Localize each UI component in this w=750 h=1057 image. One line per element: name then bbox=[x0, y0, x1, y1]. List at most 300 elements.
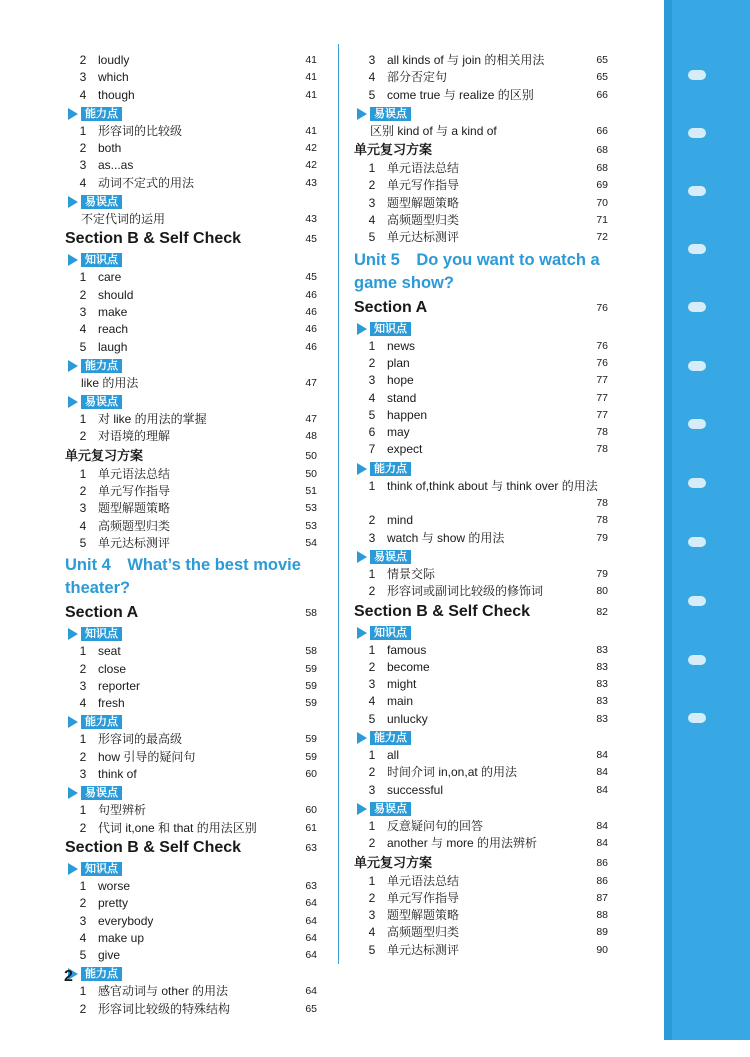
entry-page: 64 bbox=[305, 897, 317, 910]
review-page: 68 bbox=[596, 144, 608, 157]
entry-page: 84 bbox=[596, 837, 608, 850]
toc-entry[interactable] bbox=[65, 287, 317, 304]
play-triangle-icon bbox=[357, 108, 367, 120]
section-title: Section A bbox=[65, 604, 139, 622]
category-label: 易误点 bbox=[81, 195, 122, 209]
section-page: 45 bbox=[305, 233, 317, 246]
entry-title: should bbox=[98, 287, 134, 302]
category-label: 易误点 bbox=[370, 107, 411, 121]
entry-page: 60 bbox=[305, 768, 317, 781]
category-tag bbox=[354, 624, 608, 642]
toc-entry[interactable] bbox=[65, 411, 317, 428]
entry-page: 46 bbox=[305, 305, 317, 318]
binder-ring-icon bbox=[688, 361, 706, 371]
toc-entry[interactable] bbox=[354, 512, 608, 529]
toc-entry[interactable] bbox=[65, 140, 317, 157]
entry-title: 对 like 的用法的掌握 bbox=[98, 412, 207, 427]
toc-entry[interactable] bbox=[354, 195, 608, 212]
binder-ring-icon bbox=[688, 655, 706, 665]
entry-title: may bbox=[387, 425, 410, 440]
entry-number: 1 bbox=[79, 412, 87, 427]
play-triangle-icon bbox=[68, 254, 78, 266]
entry-page: 64 bbox=[305, 985, 317, 998]
review-title: 单元复习方案 bbox=[354, 142, 433, 158]
entry-number: 1 bbox=[79, 803, 87, 818]
entry-title: seat bbox=[98, 644, 121, 659]
entry-number: 2 bbox=[79, 53, 87, 67]
toc-entry[interactable] bbox=[65, 157, 317, 174]
entry-number: 5 bbox=[368, 407, 376, 422]
entry-page: 59 bbox=[305, 697, 317, 710]
toc-left-column bbox=[65, 52, 317, 1018]
toc-entry[interactable] bbox=[354, 583, 608, 600]
section-heading[interactable] bbox=[65, 228, 317, 250]
entry-number: 1 bbox=[368, 161, 376, 176]
entry-page: 48 bbox=[305, 430, 317, 443]
entry-page: 83 bbox=[596, 660, 608, 673]
entry-number: 4 bbox=[368, 70, 376, 85]
toc-entry[interactable] bbox=[354, 818, 608, 835]
entry-title: 单元语法总结 bbox=[387, 873, 460, 888]
category-tag bbox=[65, 357, 317, 375]
entry-number: 4 bbox=[79, 322, 87, 337]
section-page: 82 bbox=[596, 605, 608, 618]
toc-entry[interactable] bbox=[65, 643, 317, 660]
entry-title: unlucky bbox=[387, 711, 428, 726]
entry-title: make bbox=[98, 304, 128, 319]
entry-number: 5 bbox=[79, 339, 87, 354]
entry-page: 78 bbox=[596, 514, 608, 527]
entry-page: 46 bbox=[305, 323, 317, 336]
entry-page: 84 bbox=[596, 749, 608, 762]
binder-ring-icon bbox=[688, 596, 706, 606]
toc-entry[interactable] bbox=[65, 913, 317, 930]
entry-number: 2 bbox=[368, 178, 376, 193]
entry-page: 41 bbox=[305, 124, 317, 137]
category-label: 能力点 bbox=[81, 107, 122, 121]
entry-title: 感官动词与 other 的用法 bbox=[98, 984, 229, 999]
toc-entry[interactable] bbox=[65, 749, 317, 766]
entry-page: 86 bbox=[596, 874, 608, 887]
entry-number: 5 bbox=[368, 942, 376, 957]
entry-number: 2 bbox=[79, 141, 87, 156]
review-heading[interactable] bbox=[354, 140, 608, 160]
entry-number: 1 bbox=[79, 123, 87, 138]
entry-title: might bbox=[387, 677, 417, 692]
entry-number: 3 bbox=[368, 782, 376, 797]
entry-title: 动词不定式的用法 bbox=[98, 175, 195, 190]
section-heading[interactable] bbox=[354, 601, 608, 623]
review-heading[interactable] bbox=[65, 446, 317, 466]
toc-entry[interactable] bbox=[65, 339, 317, 356]
play-triangle-icon bbox=[357, 323, 367, 335]
entry-page: 42 bbox=[305, 159, 317, 172]
entry-page: 78 bbox=[596, 443, 608, 456]
category-label: 知识点 bbox=[81, 627, 122, 641]
entry-page: 83 bbox=[596, 678, 608, 691]
toc-entry[interactable] bbox=[65, 947, 317, 964]
toc-entry[interactable] bbox=[65, 695, 317, 712]
entry-number: 2 bbox=[368, 836, 376, 851]
toc-entry[interactable] bbox=[65, 731, 317, 748]
entry-title: become bbox=[387, 659, 430, 674]
entry-number: 2 bbox=[79, 287, 87, 302]
toc-entry[interactable] bbox=[354, 711, 608, 728]
entry-number: 2 bbox=[368, 355, 376, 370]
toc-entry[interactable] bbox=[354, 441, 608, 458]
toc-entry[interactable] bbox=[65, 375, 317, 392]
entry-page: 47 bbox=[305, 376, 317, 389]
entry-page: 46 bbox=[305, 288, 317, 301]
entry-title: 单元达标测评 bbox=[387, 230, 460, 245]
toc-entry[interactable] bbox=[65, 52, 317, 69]
toc-entry[interactable] bbox=[354, 424, 608, 441]
entry-title: 高频题型归类 bbox=[387, 213, 460, 228]
entry-title: pretty bbox=[98, 896, 129, 911]
page-number: 2 bbox=[64, 968, 73, 985]
play-triangle-icon bbox=[68, 196, 78, 208]
entry-page: 76 bbox=[596, 339, 608, 352]
category-label: 知识点 bbox=[370, 626, 411, 640]
entry-title: watch 与 show 的用法 bbox=[387, 530, 505, 545]
toc-entry[interactable] bbox=[354, 659, 608, 676]
entry-title: 单元写作指导 bbox=[387, 890, 460, 905]
binder-ring-icon bbox=[688, 713, 706, 723]
entry-title: 单元语法总结 bbox=[387, 161, 460, 176]
toc-entry[interactable] bbox=[65, 661, 317, 678]
entry-number: 3 bbox=[368, 195, 376, 210]
review-title: 单元复习方案 bbox=[354, 854, 433, 870]
section-heading[interactable] bbox=[354, 297, 608, 319]
play-triangle-icon bbox=[357, 551, 367, 563]
column-divider bbox=[338, 44, 339, 964]
entry-title: 题型解题策略 bbox=[98, 501, 171, 516]
entry-title: 形容词的比较级 bbox=[98, 123, 183, 138]
entry-title: reach bbox=[98, 322, 129, 337]
section-page: 58 bbox=[305, 607, 317, 620]
entry-page: 84 bbox=[596, 766, 608, 779]
section-heading[interactable] bbox=[65, 837, 317, 859]
entry-number: 1 bbox=[368, 566, 376, 581]
toc-entry[interactable] bbox=[354, 338, 608, 355]
entry-number: 2 bbox=[368, 659, 376, 674]
entry-number: 1 bbox=[79, 984, 87, 999]
entry-title: happen bbox=[387, 407, 428, 422]
entry-page: 66 bbox=[596, 88, 608, 101]
entry-number: 3 bbox=[368, 53, 376, 67]
entry-page: 78 bbox=[596, 497, 608, 510]
entry-title: expect bbox=[387, 442, 423, 457]
entry-page: 83 bbox=[596, 695, 608, 708]
entry-number: 1 bbox=[368, 478, 376, 493]
entry-number: 1 bbox=[368, 873, 376, 888]
entry-page: 79 bbox=[596, 567, 608, 580]
category-tag bbox=[65, 251, 317, 269]
entry-page: 77 bbox=[596, 374, 608, 387]
entry-page: 63 bbox=[305, 879, 317, 892]
toc-entry[interactable] bbox=[354, 478, 608, 513]
category-tag bbox=[65, 105, 317, 123]
entry-title: mind bbox=[387, 513, 414, 528]
play-triangle-icon bbox=[68, 787, 78, 799]
entry-title: 题型解题策略 bbox=[387, 908, 460, 923]
toc-entry[interactable] bbox=[354, 566, 608, 583]
entry-page: 70 bbox=[596, 196, 608, 209]
entry-page: 61 bbox=[305, 821, 317, 834]
entry-title: laugh bbox=[98, 339, 128, 354]
entry-number: 3 bbox=[368, 530, 376, 545]
entry-page: 87 bbox=[596, 891, 608, 904]
entry-title: 部分否定句 bbox=[387, 70, 448, 85]
entry-title: 反意疑问句的回答 bbox=[387, 818, 484, 833]
toc-entry[interactable] bbox=[354, 160, 608, 177]
entry-number: 1 bbox=[79, 878, 87, 893]
toc-entry[interactable] bbox=[354, 372, 608, 389]
toc-entry[interactable] bbox=[65, 895, 317, 912]
entry-number: 2 bbox=[368, 890, 376, 905]
entry-page: 41 bbox=[305, 54, 317, 66]
toc-entry[interactable] bbox=[354, 355, 608, 372]
category-label: 易误点 bbox=[81, 786, 122, 800]
entry-number: 3 bbox=[79, 767, 87, 782]
review-heading[interactable] bbox=[354, 853, 608, 873]
play-triangle-icon bbox=[68, 396, 78, 408]
toc-entry[interactable] bbox=[65, 69, 317, 86]
entry-title: 单元写作指导 bbox=[387, 178, 460, 193]
toc-entry[interactable] bbox=[65, 466, 317, 483]
entry-page: 53 bbox=[305, 519, 317, 532]
side-tab-strip bbox=[664, 0, 750, 1040]
entry-page: 83 bbox=[596, 643, 608, 656]
toc-entry[interactable] bbox=[65, 878, 317, 895]
entry-number: 4 bbox=[79, 518, 87, 533]
entry-number: 7 bbox=[368, 442, 376, 457]
toc-entry[interactable] bbox=[354, 642, 608, 659]
entry-title: how 引导的疑问句 bbox=[98, 749, 196, 764]
category-tag bbox=[354, 320, 608, 338]
play-triangle-icon bbox=[68, 360, 78, 372]
toc-entry[interactable] bbox=[354, 676, 608, 693]
category-tag bbox=[354, 105, 608, 123]
toc-entry[interactable] bbox=[65, 269, 317, 286]
entry-title: close bbox=[98, 661, 127, 676]
entry-number: 3 bbox=[79, 70, 87, 85]
entry-number: 4 bbox=[79, 87, 87, 102]
entry-title: 区别 kind of 与 a kind of bbox=[370, 123, 497, 138]
entry-title: news bbox=[387, 338, 416, 353]
entry-title: loudly bbox=[98, 53, 130, 67]
entry-page: 89 bbox=[596, 926, 608, 939]
entry-number: 2 bbox=[79, 1001, 87, 1016]
entry-page: 58 bbox=[305, 645, 317, 658]
entry-page: 59 bbox=[305, 750, 317, 763]
entry-number: 2 bbox=[368, 513, 376, 528]
entry-number: 2 bbox=[79, 429, 87, 444]
entry-number: 3 bbox=[79, 501, 87, 516]
entry-title: like 的用法 bbox=[81, 375, 139, 390]
entry-title: though bbox=[98, 87, 135, 102]
entry-number: 4 bbox=[368, 390, 376, 405]
binder-ring-icon bbox=[688, 302, 706, 312]
entry-page: 77 bbox=[596, 391, 608, 404]
toc-entry[interactable] bbox=[354, 69, 608, 86]
entry-title: 形容词的最高级 bbox=[98, 732, 183, 747]
entry-title: 代词 it,one 和 that 的用法区别 bbox=[98, 820, 257, 835]
toc-entry[interactable] bbox=[65, 123, 317, 140]
entry-page: 68 bbox=[596, 162, 608, 175]
toc-entry[interactable] bbox=[354, 229, 608, 246]
binder-ring-icon bbox=[688, 186, 706, 196]
entry-page: 41 bbox=[305, 71, 317, 84]
binder-ring-icon bbox=[688, 537, 706, 547]
binder-ring-icon bbox=[688, 478, 706, 488]
entry-page: 41 bbox=[305, 88, 317, 101]
toc-entry[interactable] bbox=[354, 52, 608, 69]
entry-number: 4 bbox=[368, 694, 376, 709]
toc-entry[interactable] bbox=[354, 123, 608, 140]
toc-entry[interactable] bbox=[65, 678, 317, 695]
entry-title: 单元达标测评 bbox=[387, 942, 460, 957]
category-tag bbox=[354, 800, 608, 818]
binder-ring-icon bbox=[688, 70, 706, 80]
entry-title: successful bbox=[387, 782, 444, 797]
toc-entry[interactable] bbox=[65, 802, 317, 819]
category-tag bbox=[65, 965, 317, 983]
entry-number: 2 bbox=[79, 820, 87, 835]
entry-number: 3 bbox=[79, 158, 87, 173]
play-triangle-icon bbox=[68, 863, 78, 875]
toc-entry[interactable] bbox=[65, 983, 317, 1000]
toc-entry[interactable] bbox=[354, 782, 608, 799]
toc-entry[interactable] bbox=[354, 407, 608, 424]
toc-entry[interactable] bbox=[354, 530, 608, 547]
entry-page: 54 bbox=[305, 536, 317, 549]
toc-entry[interactable] bbox=[65, 87, 317, 104]
entry-number: 5 bbox=[368, 87, 376, 102]
category-label: 能力点 bbox=[370, 731, 411, 745]
toc-entry[interactable] bbox=[65, 483, 317, 500]
entry-title: 情景交际 bbox=[387, 566, 436, 581]
toc-entry[interactable] bbox=[354, 907, 608, 924]
category-label: 能力点 bbox=[81, 359, 122, 373]
toc-entry[interactable] bbox=[354, 212, 608, 229]
toc-entry[interactable] bbox=[65, 535, 317, 552]
entry-title: think of,think about 与 think over 的用法 bbox=[387, 478, 598, 493]
entry-page: 64 bbox=[305, 949, 317, 962]
entry-page: 47 bbox=[305, 413, 317, 426]
toc-entry[interactable] bbox=[354, 764, 608, 781]
category-tag bbox=[354, 729, 608, 747]
review-title: 单元复习方案 bbox=[65, 447, 144, 463]
entry-title: everybody bbox=[98, 913, 154, 928]
entry-page: 65 bbox=[305, 1002, 317, 1015]
toc-entry[interactable] bbox=[354, 87, 608, 104]
category-tag bbox=[354, 548, 608, 566]
category-label: 知识点 bbox=[81, 862, 122, 876]
entry-title: main bbox=[387, 694, 414, 709]
entry-number: 1 bbox=[368, 338, 376, 353]
category-tag bbox=[65, 193, 317, 211]
entry-number: 5 bbox=[79, 948, 87, 963]
review-page: 50 bbox=[305, 449, 317, 462]
entry-title: fresh bbox=[98, 696, 125, 711]
entry-number: 3 bbox=[79, 913, 87, 928]
entry-number: 2 bbox=[79, 661, 87, 676]
toc-entry[interactable] bbox=[354, 942, 608, 959]
side-tab-edge bbox=[664, 0, 672, 1040]
entry-title: plan bbox=[387, 355, 410, 370]
toc-entry[interactable] bbox=[65, 930, 317, 947]
category-label: 易误点 bbox=[370, 550, 411, 564]
toc-entry[interactable] bbox=[65, 211, 317, 228]
entry-page: 64 bbox=[305, 931, 317, 944]
entry-page: 72 bbox=[596, 231, 608, 244]
play-triangle-icon bbox=[68, 108, 78, 120]
section-title: Section A bbox=[354, 298, 428, 316]
category-tag bbox=[65, 393, 317, 411]
toc-entry[interactable] bbox=[354, 177, 608, 194]
section-title: Section B & Self Check bbox=[65, 838, 242, 856]
toc-entry[interactable] bbox=[354, 693, 608, 710]
entry-page: 59 bbox=[305, 679, 317, 692]
toc-entry[interactable] bbox=[65, 820, 317, 837]
toc-entry[interactable] bbox=[65, 175, 317, 192]
toc-entry[interactable] bbox=[65, 500, 317, 517]
toc-entry[interactable] bbox=[65, 518, 317, 535]
entry-page: 80 bbox=[596, 585, 608, 598]
entry-number: 5 bbox=[368, 711, 376, 726]
entry-page: 84 bbox=[596, 819, 608, 832]
toc-entry[interactable] bbox=[65, 766, 317, 783]
category-tag bbox=[354, 460, 608, 478]
toc-entry[interactable] bbox=[354, 890, 608, 907]
toc-entry[interactable] bbox=[65, 304, 317, 321]
section-page: 76 bbox=[596, 301, 608, 314]
toc-entry[interactable] bbox=[354, 835, 608, 852]
entry-title: 时间介词 in,on,at 的用法 bbox=[387, 765, 518, 780]
entry-title: 高频题型归类 bbox=[98, 518, 171, 533]
entry-title: come true 与 realize 的区别 bbox=[387, 87, 534, 102]
entry-title: hope bbox=[387, 373, 414, 388]
toc-entry[interactable] bbox=[65, 1001, 317, 1018]
review-page: 86 bbox=[596, 856, 608, 869]
entry-number: 1 bbox=[79, 644, 87, 659]
entry-number: 2 bbox=[79, 484, 87, 499]
category-tag bbox=[65, 625, 317, 643]
section-heading[interactable] bbox=[65, 602, 317, 624]
unit-title[interactable]: Unit 4 What’s the best movie theater? bbox=[65, 556, 301, 598]
toc-entry[interactable] bbox=[65, 428, 317, 445]
entry-title: reporter bbox=[98, 678, 141, 693]
unit-title[interactable]: Unit 5 Do you want to watch a game show? bbox=[354, 250, 600, 292]
toc-entry[interactable] bbox=[65, 321, 317, 338]
entry-title: stand bbox=[387, 390, 417, 405]
entry-page: 79 bbox=[596, 531, 608, 544]
entry-number: 1 bbox=[368, 748, 376, 763]
binder-ring-icon bbox=[688, 419, 706, 429]
entry-number: 1 bbox=[79, 732, 87, 747]
entry-page: 83 bbox=[596, 712, 608, 725]
play-triangle-icon bbox=[357, 627, 367, 639]
category-label: 易误点 bbox=[370, 802, 411, 816]
toc-entry[interactable] bbox=[354, 747, 608, 764]
toc-entry[interactable] bbox=[354, 873, 608, 890]
entry-page: 88 bbox=[596, 909, 608, 922]
play-triangle-icon bbox=[357, 732, 367, 744]
toc-entry[interactable] bbox=[354, 390, 608, 407]
entry-page: 65 bbox=[596, 71, 608, 84]
toc-entry[interactable] bbox=[354, 924, 608, 941]
